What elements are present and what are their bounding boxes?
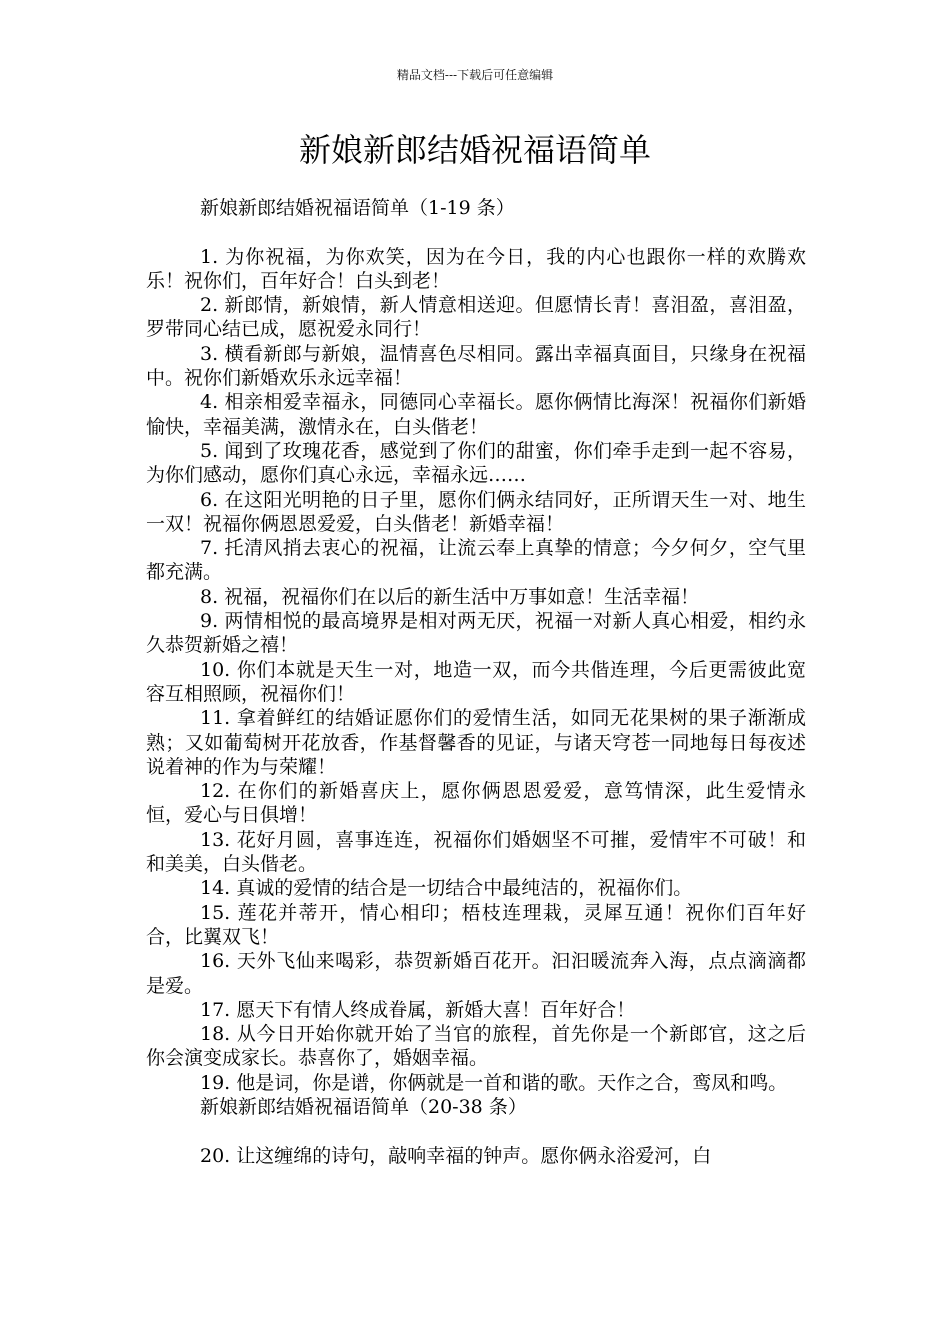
list-item: 17. 愿天下有情人终成眷属，新婚大喜！百年好合！ bbox=[200, 998, 636, 1021]
list-item: 20. 让这缠绵的诗句，敲响幸福的钟声。愿你俩永浴爱河，白 bbox=[200, 1144, 712, 1167]
list-item: 4. 相亲相爱幸福永，同德同心幸福长。愿你俩情比海深！祝福你们新婚愉快，幸福美满，激情永在，白头偕老！ bbox=[146, 391, 806, 438]
document-title: 新娘新郎结婚祝福语简单 bbox=[298, 131, 651, 169]
list-item: 10. 你们本就是天生一对，地造一双，而今共偕连理，今后更需彼此宽容互相照顾，祝福你们！ bbox=[146, 658, 806, 705]
list-item: 13. 花好月圆，喜事连连，祝福你们婚姻坚不可摧，爱情牢不可破！和和美美，白头偕老。 bbox=[146, 828, 806, 876]
document-body bbox=[146, 196, 806, 1168]
list-item: 11. 拿着鲜红的结婚证愿你们的爱情生活，如同无花果树的果子渐渐成熟；又如葡萄树开花放香，作基督馨香的见证，与诸天穹苍一同地每日每夜述说着神的作为与荣耀！ bbox=[146, 707, 806, 778]
blank-line bbox=[146, 220, 806, 244]
blank-line bbox=[146, 1119, 806, 1143]
list-item: 12. 在你们的新婚喜庆上，愿你俩恩恩爱爱，意笃情深，此生爱情永恒，爱心与日俱增！ bbox=[146, 780, 806, 827]
list-item: 9. 两情相悦的最高境界是相对两无厌，祝福一对新人真心相爱，相约永久恭贺新婚之禧！ bbox=[146, 610, 806, 657]
list-item: 8. 祝福，祝福你们在以后的新生活中万事如意！生活幸福！ bbox=[200, 585, 700, 608]
list-item: 19. 他是词，你是谱，你俩就是一首和谐的歌。天作之合，鸾凤和鸣。 bbox=[200, 1071, 788, 1094]
list-item: 14. 真诚的爱情的结合是一切结合中最纯洁的，祝福你们。 bbox=[200, 877, 693, 900]
section-heading-2: 新娘新郎结婚祝福语简单（20-38 条） bbox=[200, 1095, 527, 1118]
list-item: 3. 横看新郎与新娘，温情喜色尽相同。露出幸福真面目，只缘身在祝福中。祝你们新婚欢乐永远幸福！ bbox=[146, 342, 806, 390]
list-item: 18. 从今日开始你就开始了当官的旅程，首先你是一个新郎官，这之后你会演变成家长。恭喜你了，婚姻幸福。 bbox=[146, 1023, 806, 1070]
list-item: 6. 在这阳光明艳的日子里，愿你们俩永结同好，正所谓天生一对、地生一双！祝福你俩恩恩爱爱，白头偕老！新婚幸福！ bbox=[146, 488, 806, 535]
list-item: 1. 为你祝福，为你欢笑，因为在今日，我的内心也跟你一样的欢腾欢乐！祝你们，百年好合！白头到老！ bbox=[146, 245, 806, 292]
list-item: 15. 莲花并蒂开，情心相印；梧枝连理栽，灵犀互通！祝你们百年好合，比翼双飞！ bbox=[146, 901, 806, 948]
list-item: 2. 新郎情，新娘情，新人情意相送迎。但愿情长青！喜泪盈，喜泪盈，罗带同心结已成，愿祝爱永同行！ bbox=[146, 294, 806, 341]
page-header: 精品文档---下载后可任意编辑 bbox=[396, 68, 554, 82]
list-item: 16. 天外飞仙来喝彩，恭贺新婚百花开。汩汩暖流奔入海，点点滴滴都是爱。 bbox=[146, 950, 806, 997]
section-heading-1: 新娘新郎结婚祝福语简单（1-19 条） bbox=[200, 197, 515, 219]
list-item: 5. 闻到了玫瑰花香，感觉到了你们的甜蜜，你们牵手走到一起不容易，为你们感动，愿你们真心永远，幸福永远…… bbox=[146, 439, 806, 487]
list-item: 7. 托清风捎去衷心的祝福，让流云奉上真挚的情意；今夕何夕，空气里都充满。 bbox=[146, 537, 806, 584]
